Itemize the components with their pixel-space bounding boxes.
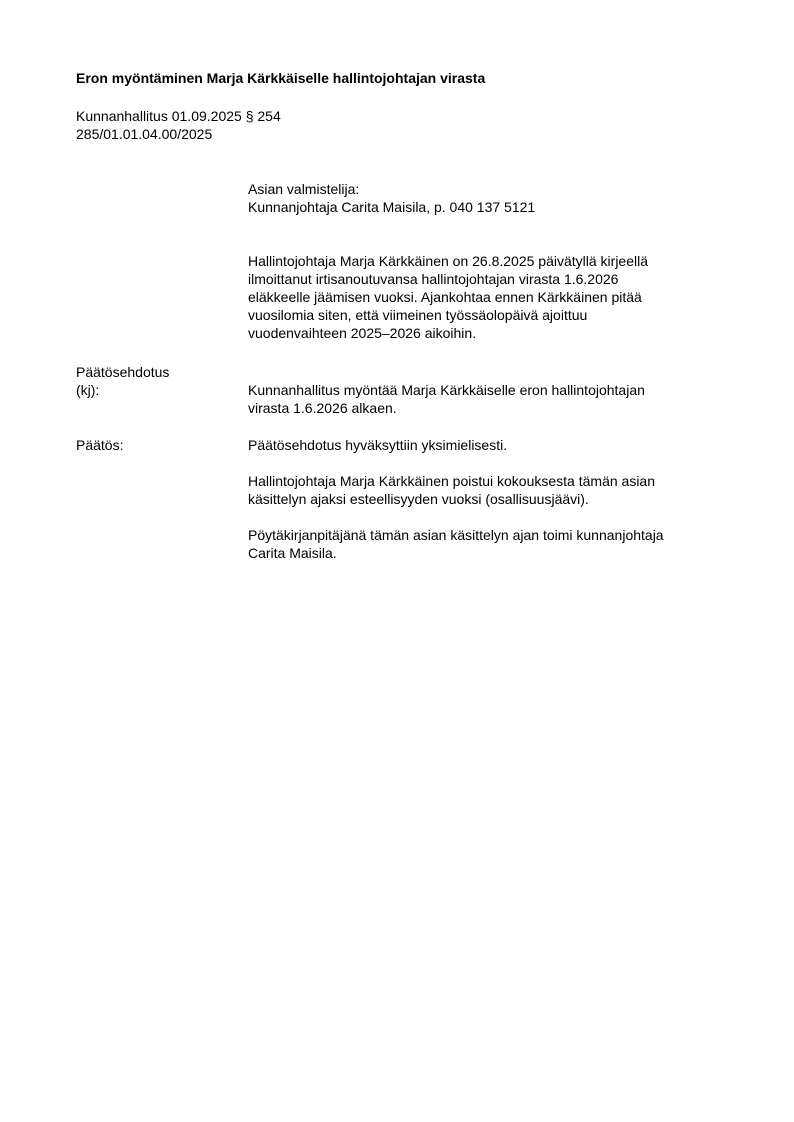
proposal-text: [248, 381, 728, 417]
intro-paragraph: [248, 252, 728, 342]
decision-line: Hallintojohtaja Marja Kärkkäinen poistui kokouksesta tämän asian: [248, 473, 655, 489]
proposal-label-line1: Päätösehdotus: [76, 364, 170, 380]
preparer-heading: Asian valmistelija:: [248, 181, 360, 197]
preparer-name: Kunnanjohtaja Carita Maisila, p. 040 137 5121: [248, 199, 536, 215]
record-id: 285/01.01.04.00/2025: [76, 126, 213, 142]
document-title: Eron myöntäminen Marja Kärkkäiselle hallintojohtajan virasta: [76, 70, 486, 86]
proposal-label: [76, 363, 169, 399]
decision-line: Pöytäkirjanpitäjänä tämän asian käsittelyn ajan toimi kunnanjohtaja: [248, 527, 664, 543]
decision-paragraph: [248, 436, 728, 454]
decision-label: Päätös:: [76, 437, 124, 453]
proposal-label-line2: (kj):: [76, 382, 100, 398]
decision-line: Päätösehdotus hyväksyttiin yksimielisesti.: [248, 437, 508, 453]
intro-line: vuosilomia siten, että viimeinen työssäolopäivä ajoittuu: [248, 307, 588, 323]
intro-line: eläkkeelle jäämisen vuoksi. Ajankohtaa ennen Kärkkäinen pitää: [248, 289, 642, 305]
decision-line: käsittelyn ajaksi esteellisyyden vuoksi (osallisuusjäävi).: [248, 491, 589, 507]
meeting-line: Kunnanhallitus 01.09.2025 § 254: [76, 108, 281, 124]
proposal-line: Kunnanhallitus myöntää Marja Kärkkäiselle eron hallintojohtajan: [248, 382, 645, 398]
intro-line: ilmoittanut irtisanoutuvansa hallintojohtajan virasta 1.6.2026: [248, 271, 619, 287]
decision-line: Carita Maisila.: [248, 545, 337, 561]
document-meta: [76, 107, 281, 143]
decision-paragraph: [248, 472, 728, 508]
decision-paragraph: [248, 526, 728, 562]
preparer-section: [248, 180, 728, 216]
proposal-line: virasta 1.6.2026 alkaen.: [248, 400, 397, 416]
intro-line: Hallintojohtaja Marja Kärkkäinen on 26.8.2025 päivätyllä kirjeellä: [248, 253, 649, 269]
decision-text: [248, 436, 728, 562]
intro-line: vuodenvaihteen 2025–2026 aikoihin.: [248, 325, 477, 341]
